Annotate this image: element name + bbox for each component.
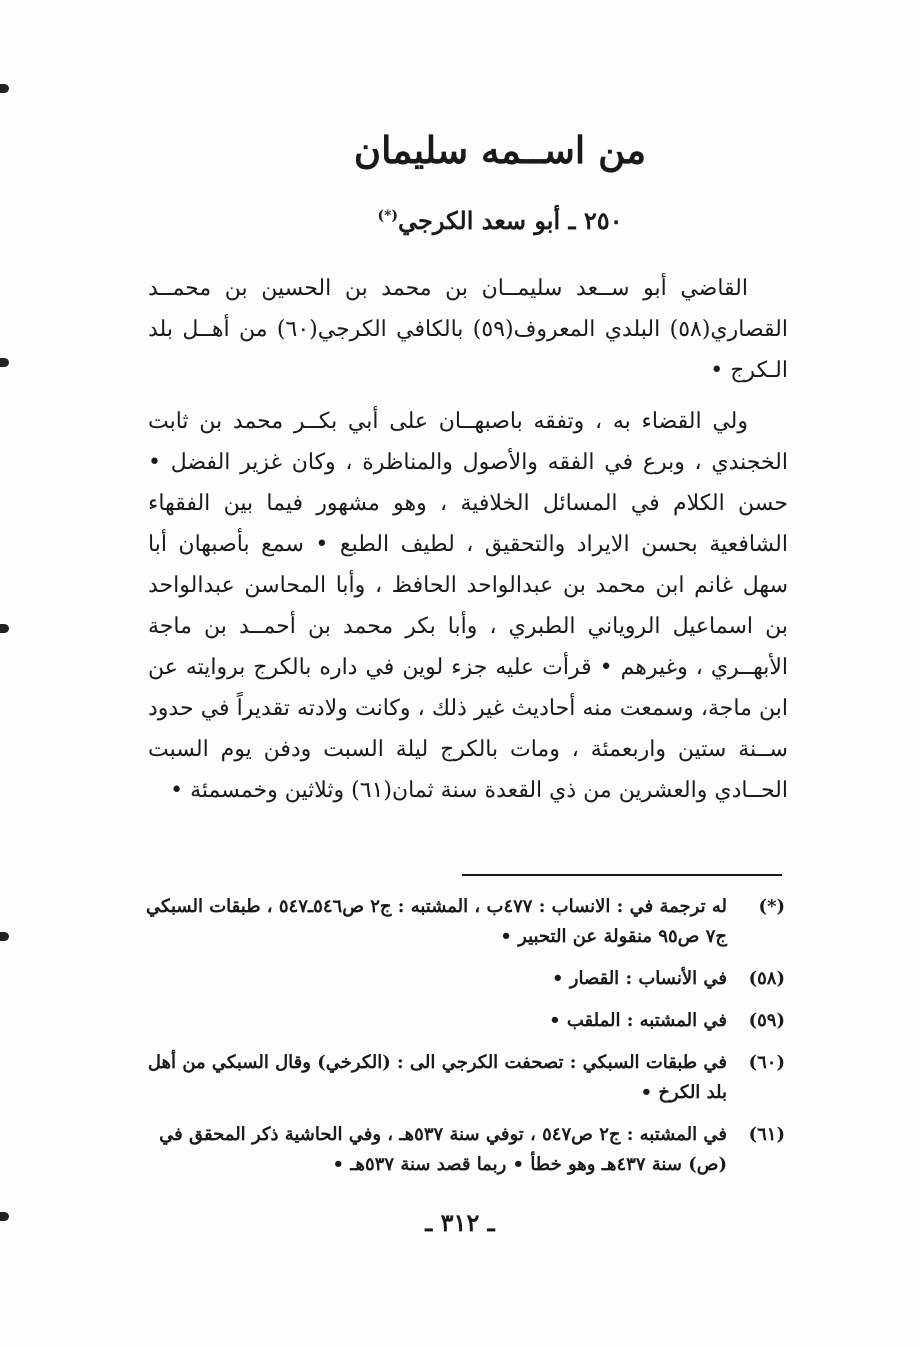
footnote-text: في الأنساب : القصار •: [552, 968, 727, 989]
footnotes: [140, 892, 785, 1192]
footnote-text: في المشتبه : ج٢ ص٥٤٧ ، توفي سنة ٥٣٧هـ ، وفي الحاشية ذكر المحقق في (ص) سنة ٤٣٧هـ وهو خطأ • ربما قصد سنة ٥٣٧هـ •: [159, 1124, 727, 1175]
footnote-number: (*): [758, 896, 785, 917]
footnote-text: في المشتبه : الملقب •: [549, 1010, 727, 1031]
page-number: ـ ٣١٢ ـ: [425, 1208, 495, 1237]
margin-binding-mark: [0, 358, 9, 367]
entry-body: [148, 268, 788, 811]
margin-binding-mark: [0, 84, 9, 93]
footnote: [140, 892, 785, 952]
footnote-text: له ترجمة في : الانساب : ٤٧٧ب ، المشتبه : ج٢ ص٥٤٦ـ٥٤٧ ، طبقات السبكي ج٧ ص٩٥ منقولة عن التحبير •: [146, 896, 727, 947]
margin-binding-mark: [0, 624, 9, 633]
footnote-number: (٥٨): [748, 968, 785, 989]
footnote-number: (٥٩): [748, 1010, 785, 1031]
footnote-number: (٦١): [748, 1124, 785, 1145]
margin-binding-mark: [0, 932, 9, 941]
footnote-text: في طبقات السبكي : تصحفت الكرجي الى : (الكرخي) وقال السبكي من أهل بلد الكرخ •: [147, 1052, 727, 1103]
footnote: [140, 1006, 785, 1036]
margin-binding-mark: [0, 1212, 9, 1221]
footnote-number: (٦٠): [748, 1052, 785, 1073]
footnote: [140, 1048, 785, 1108]
footnote: [140, 1120, 785, 1180]
footnote-divider: [462, 874, 782, 876]
entry-heading: [240, 206, 760, 235]
entry-heading-note-ref: (*): [377, 208, 399, 224]
entry-heading-text: ٢٥٠ ـ أبو سعد الكرجي: [398, 206, 623, 235]
chapter-title: من اســمه سليمان: [353, 128, 647, 172]
body-paragraph-2: ولي القضاء به ، وتفقه باصبهــان على أبي بكــر محمد بن ثابت الخجندي ، وبرع في الفقه والأصول والمناظرة ، وكان غزير الفضل • حسن الكلام في المسائل الخلافية ، وهو مشهور فيما بين الفقهاء الشافعية بحسن الايراد والتحقيق ، لطيف الطبع • سمع بأصبهان أبا سهل غانم ابن محمد بن عبدالواحد الحافظ ، وأبا المحاسن عبدالواحد بن اسماعيل الروياني الطبري ، وأبا بكر محمد بن أحمــد بن ماجة الأبهــري ، وغيرهم • قرأت عليه جزء لوين في داره بالكرج بروايته عن ابن ماجة، وسمعت منه أحاديث غير ذلك ، وكانت ولادته تقديراً في حدود ســنة ستين واربعمئة ، ومات بالكرج ليلة السبت ودفن يوم السبت الحــادي والعشرين من ذي القعدة سنة ثمان(٦١) وثلاثين وخمسمئة •: [148, 409, 788, 803]
body-paragraph-1: القاضي أبو ســعد سليمــان بن محمد بن الحسين بن محمــد القصاري(٥٨) البلدي المعروف(٥٩) بالكافي الكرجي(٦٠) من أهــل بلد الـكرج •: [148, 276, 788, 383]
footnote: [140, 964, 785, 994]
